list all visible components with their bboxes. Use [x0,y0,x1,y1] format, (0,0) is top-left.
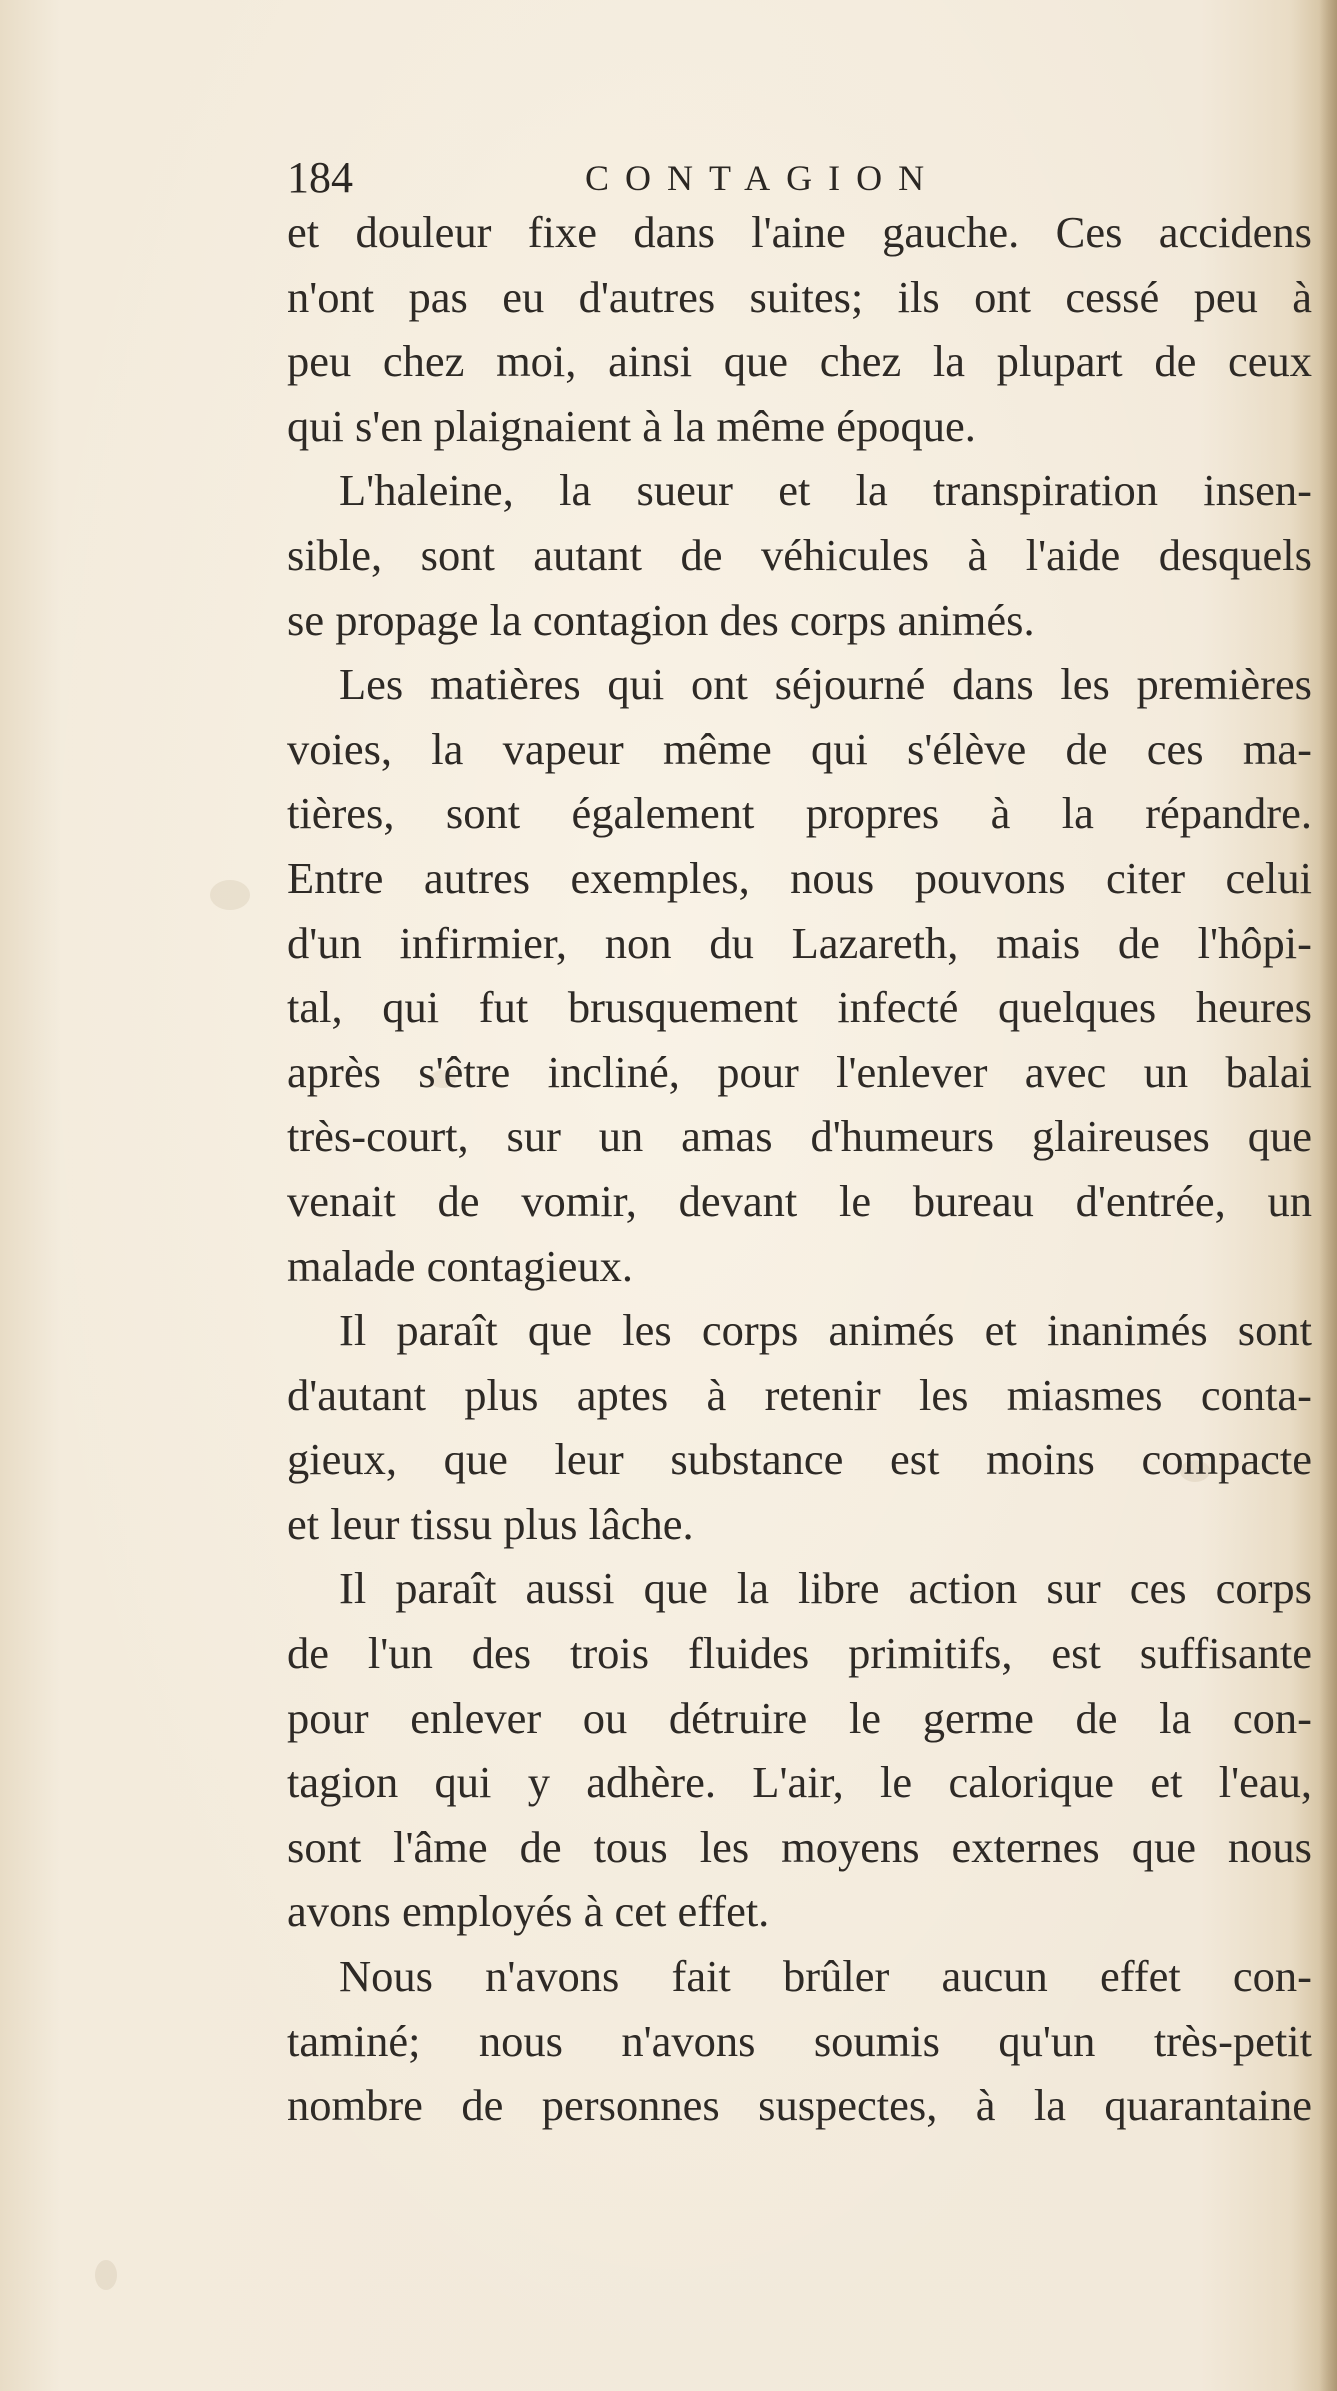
text-line: d'autant plus aptes à retenir les miasmes conta- [287,1369,1312,1420]
text-line: taminé; nous n'avons soumis qu'un très-petit [287,2015,1312,2066]
text-line: sible, sont autant de véhicules à l'aide desquels [287,529,1312,580]
text-line: se propage la contagion des corps animés. [287,594,1035,645]
text-line: qui s'en plaignaient à la même époque. [287,400,976,451]
text-line: peu chez moi, ainsi que chez la plupart de ceux [287,336,1312,387]
text-line: et douleur fixe dans l'aine gauche. Ces accidens [287,207,1312,257]
text-line: venait de vomir, devant le bureau d'entrée, un [287,1175,1312,1226]
body-text [287,200,1312,2138]
text-line: d'un infirmier, non du Lazareth, mais de l'hôpi- [287,917,1312,968]
text-line: nombre de personnes suspectes, à la quarantaine [287,2080,1312,2131]
text-line: tal, qui fut brusquement infecté quelques heures [287,982,1312,1033]
text-line: Entre autres exemples, nous pouvons citer celui [287,852,1312,903]
page-edge-shadow [1319,0,1337,2391]
text-line: après s'être incliné, pour l'enlever avec un balai [287,1046,1312,1097]
text-line: très-court, sur un amas d'humeurs glaireuses que [287,1111,1312,1162]
paper-stain [210,880,250,910]
text-line: avons employés à cet effet. [287,1886,770,1937]
text-line: tières, sont également propres à la répandre. [287,788,1312,839]
text-line: n'ont pas eu d'autres suites; ils ont cessé peu à [287,271,1312,322]
text-line: gieux, que leur substance est moins compacte [287,1434,1312,1485]
paper-stain [95,2260,117,2290]
text-line: Nous n'avons fait brûler aucun effet con- [339,1951,1312,2002]
text-line: Les matières qui ont séjourné dans les premières [339,659,1312,710]
text-line: de l'un des trois fluides primitifs, est suffisante [287,1628,1312,1679]
text-line: pour enlever ou détruire le germe de la con- [287,1692,1312,1743]
text-line: et leur tissu plus lâche. [287,1498,694,1549]
text-line: L'haleine, la sueur et la transpiration insen- [339,465,1312,516]
text-line: voies, la vapeur même qui s'élève de ces ma- [287,723,1312,774]
text-line: sont l'âme de tous les moyens externes que nous [287,1821,1312,1872]
page-header [287,148,1297,208]
text-line: Il paraît que les corps animés et inanimés sont [339,1305,1312,1356]
text-line: Il paraît aussi que la libre action sur ces corps [339,1563,1312,1614]
text-line: malade contagieux. [287,1240,633,1291]
running-title: CONTAGION [585,158,941,198]
page-number: 184 [287,153,353,202]
text-line: tagion qui y adhère. L'air, le calorique et l'eau, [287,1757,1312,1808]
